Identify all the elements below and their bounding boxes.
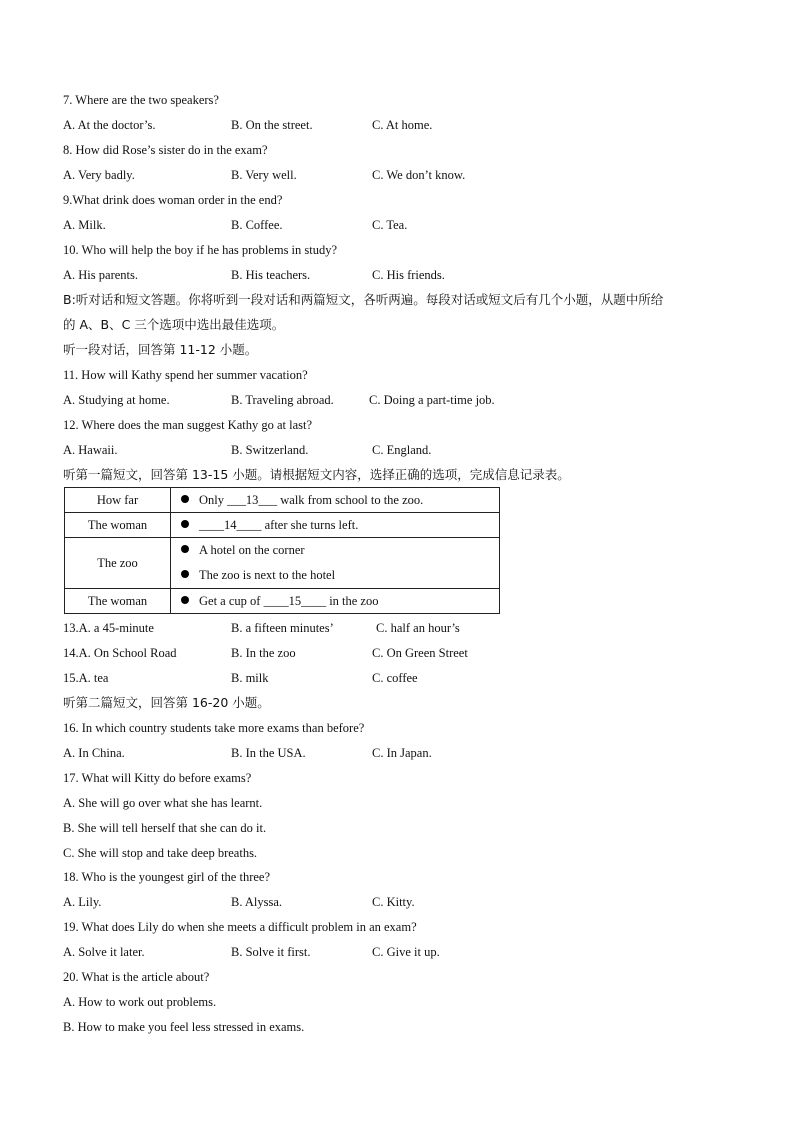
q10-option-a: A. His parents. bbox=[63, 268, 138, 282]
q10-option-c: C. His friends. bbox=[372, 268, 445, 282]
q11-option-a: A. Studying at home. bbox=[63, 393, 170, 407]
q20-option-a: A. How to work out problems. bbox=[63, 995, 217, 1009]
passage1-intro: 听第一篇短文，回答第 13-15 小题。请根据短文内容，选择正确的选项，完成信息记录表。 bbox=[63, 467, 570, 482]
blank-13: ___13___ bbox=[227, 492, 278, 507]
q17-option-c: C. She will stop and take deep breaths. bbox=[63, 846, 258, 860]
q17-option-a: A. She will go over what she has learnt. bbox=[63, 796, 263, 810]
q16-option-b: B. In the USA. bbox=[231, 746, 306, 760]
q9-option-b: B. Coffee. bbox=[231, 218, 283, 232]
row-label-woman-2: The woman bbox=[65, 589, 171, 614]
q11-option-c: C. Doing a part-time job. bbox=[369, 393, 495, 407]
q14-option-c: C. On Green Street bbox=[372, 646, 468, 660]
q12-option-c: C. England. bbox=[372, 443, 432, 457]
bullet-icon bbox=[181, 545, 189, 553]
q12-option-a: A. Hawaii. bbox=[63, 443, 118, 457]
question-20: 20. What is the article about? bbox=[63, 970, 210, 984]
section-b-instructions-line2: 的 A、B、C 三个选项中选出最佳选项。 bbox=[63, 317, 285, 332]
section-b-instructions-line1: B:听对话和短文答题。你将听到一段对话和两篇短文，各听两遍。每段对话或短文后有几个小题，从题中所给 bbox=[63, 292, 664, 307]
question-11: 11. How will Kathy spend her summer vacation? bbox=[63, 368, 308, 382]
q12-option-b: B. Switzerland. bbox=[231, 443, 309, 457]
row-label-zoo: The zoo bbox=[65, 538, 171, 589]
bullet-icon bbox=[181, 520, 189, 528]
q18-option-a: A. Lily. bbox=[63, 895, 102, 909]
question-7: 7. Where are the two speakers? bbox=[63, 93, 219, 107]
row-woman-1-cell: ____14____ after she turns left. bbox=[171, 513, 500, 538]
q7-option-b: B. On the street. bbox=[231, 118, 313, 132]
q13-option-c: C. half an hour’s bbox=[376, 621, 460, 635]
q20-option-b: B. How to make you feel less stressed in exams. bbox=[63, 1020, 305, 1034]
q19-option-a: A. Solve it later. bbox=[63, 945, 145, 959]
question-18: 18. Who is the youngest girl of the three? bbox=[63, 870, 271, 884]
q9-option-a: A. Milk. bbox=[63, 218, 106, 232]
q9-option-c: C. Tea. bbox=[372, 218, 408, 232]
q14-option-b: B. In the zoo bbox=[231, 646, 296, 660]
question-19: 19. What does Lily do when she meets a difficult problem in an exam? bbox=[63, 920, 417, 934]
question-9: 9.What drink does woman order in the end? bbox=[63, 193, 283, 207]
row-label-woman-1: The woman bbox=[65, 513, 171, 538]
q13-option-a: 13.A. a 45-minute bbox=[63, 621, 154, 635]
blank-15: ____15____ bbox=[263, 593, 327, 608]
q13-option-b: B. a fifteen minutes’ bbox=[231, 621, 334, 635]
bullet-icon bbox=[181, 495, 189, 503]
q18-option-c: C. Kitty. bbox=[372, 895, 415, 909]
q15-option-b: B. milk bbox=[231, 671, 269, 685]
row-woman-2-cell: Get a cup of ____15____ in the zoo bbox=[171, 589, 500, 614]
question-8: 8. How did Rose’s sister do in the exam? bbox=[63, 143, 268, 157]
row-label-how-far: How far bbox=[65, 488, 171, 513]
q16-option-c: C. In Japan. bbox=[372, 746, 432, 760]
question-17: 17. What will Kitty do before exams? bbox=[63, 771, 252, 785]
q8-option-c: C. We don’t know. bbox=[372, 168, 466, 182]
q16-option-a: A. In China. bbox=[63, 746, 125, 760]
q14-option-a: 14.A. On School Road bbox=[63, 646, 177, 660]
q19-option-b: B. Solve it first. bbox=[231, 945, 311, 959]
row-how-far-cell: Only ___13___ walk from school to the zoo. bbox=[171, 488, 500, 513]
question-16: 16. In which country students take more exams than before? bbox=[63, 721, 365, 735]
q11-option-b: B. Traveling abroad. bbox=[231, 393, 334, 407]
dialog-intro: 听一段对话，回答第 11-12 小题。 bbox=[63, 342, 258, 357]
bullet-icon bbox=[181, 570, 189, 578]
q8-option-b: B. Very well. bbox=[231, 168, 297, 182]
q19-option-c: C. Give it up. bbox=[372, 945, 440, 959]
question-10: 10. Who will help the boy if he has problems in study? bbox=[63, 243, 338, 257]
question-12: 12. Where does the man suggest Kathy go at last? bbox=[63, 418, 313, 432]
q10-option-b: B. His teachers. bbox=[231, 268, 311, 282]
q7-option-c: C. At home. bbox=[372, 118, 433, 132]
info-record-table bbox=[64, 487, 500, 614]
q18-option-b: B. Alyssa. bbox=[231, 895, 283, 909]
row-zoo-cell: A hotel on the corner The zoo is next to the hotel bbox=[171, 538, 500, 589]
q8-option-a: A. Very badly. bbox=[63, 168, 135, 182]
q15-option-a: 15.A. tea bbox=[63, 671, 109, 685]
bullet-icon bbox=[181, 596, 189, 604]
blank-14: ____14____ bbox=[199, 517, 262, 532]
q15-option-c: C. coffee bbox=[372, 671, 418, 685]
passage2-intro: 听第二篇短文，回答第 16-20 小题。 bbox=[63, 695, 270, 710]
q7-option-a: A. At the doctor’s. bbox=[63, 118, 156, 132]
q17-option-b: B. She will tell herself that she can do it. bbox=[63, 821, 267, 835]
